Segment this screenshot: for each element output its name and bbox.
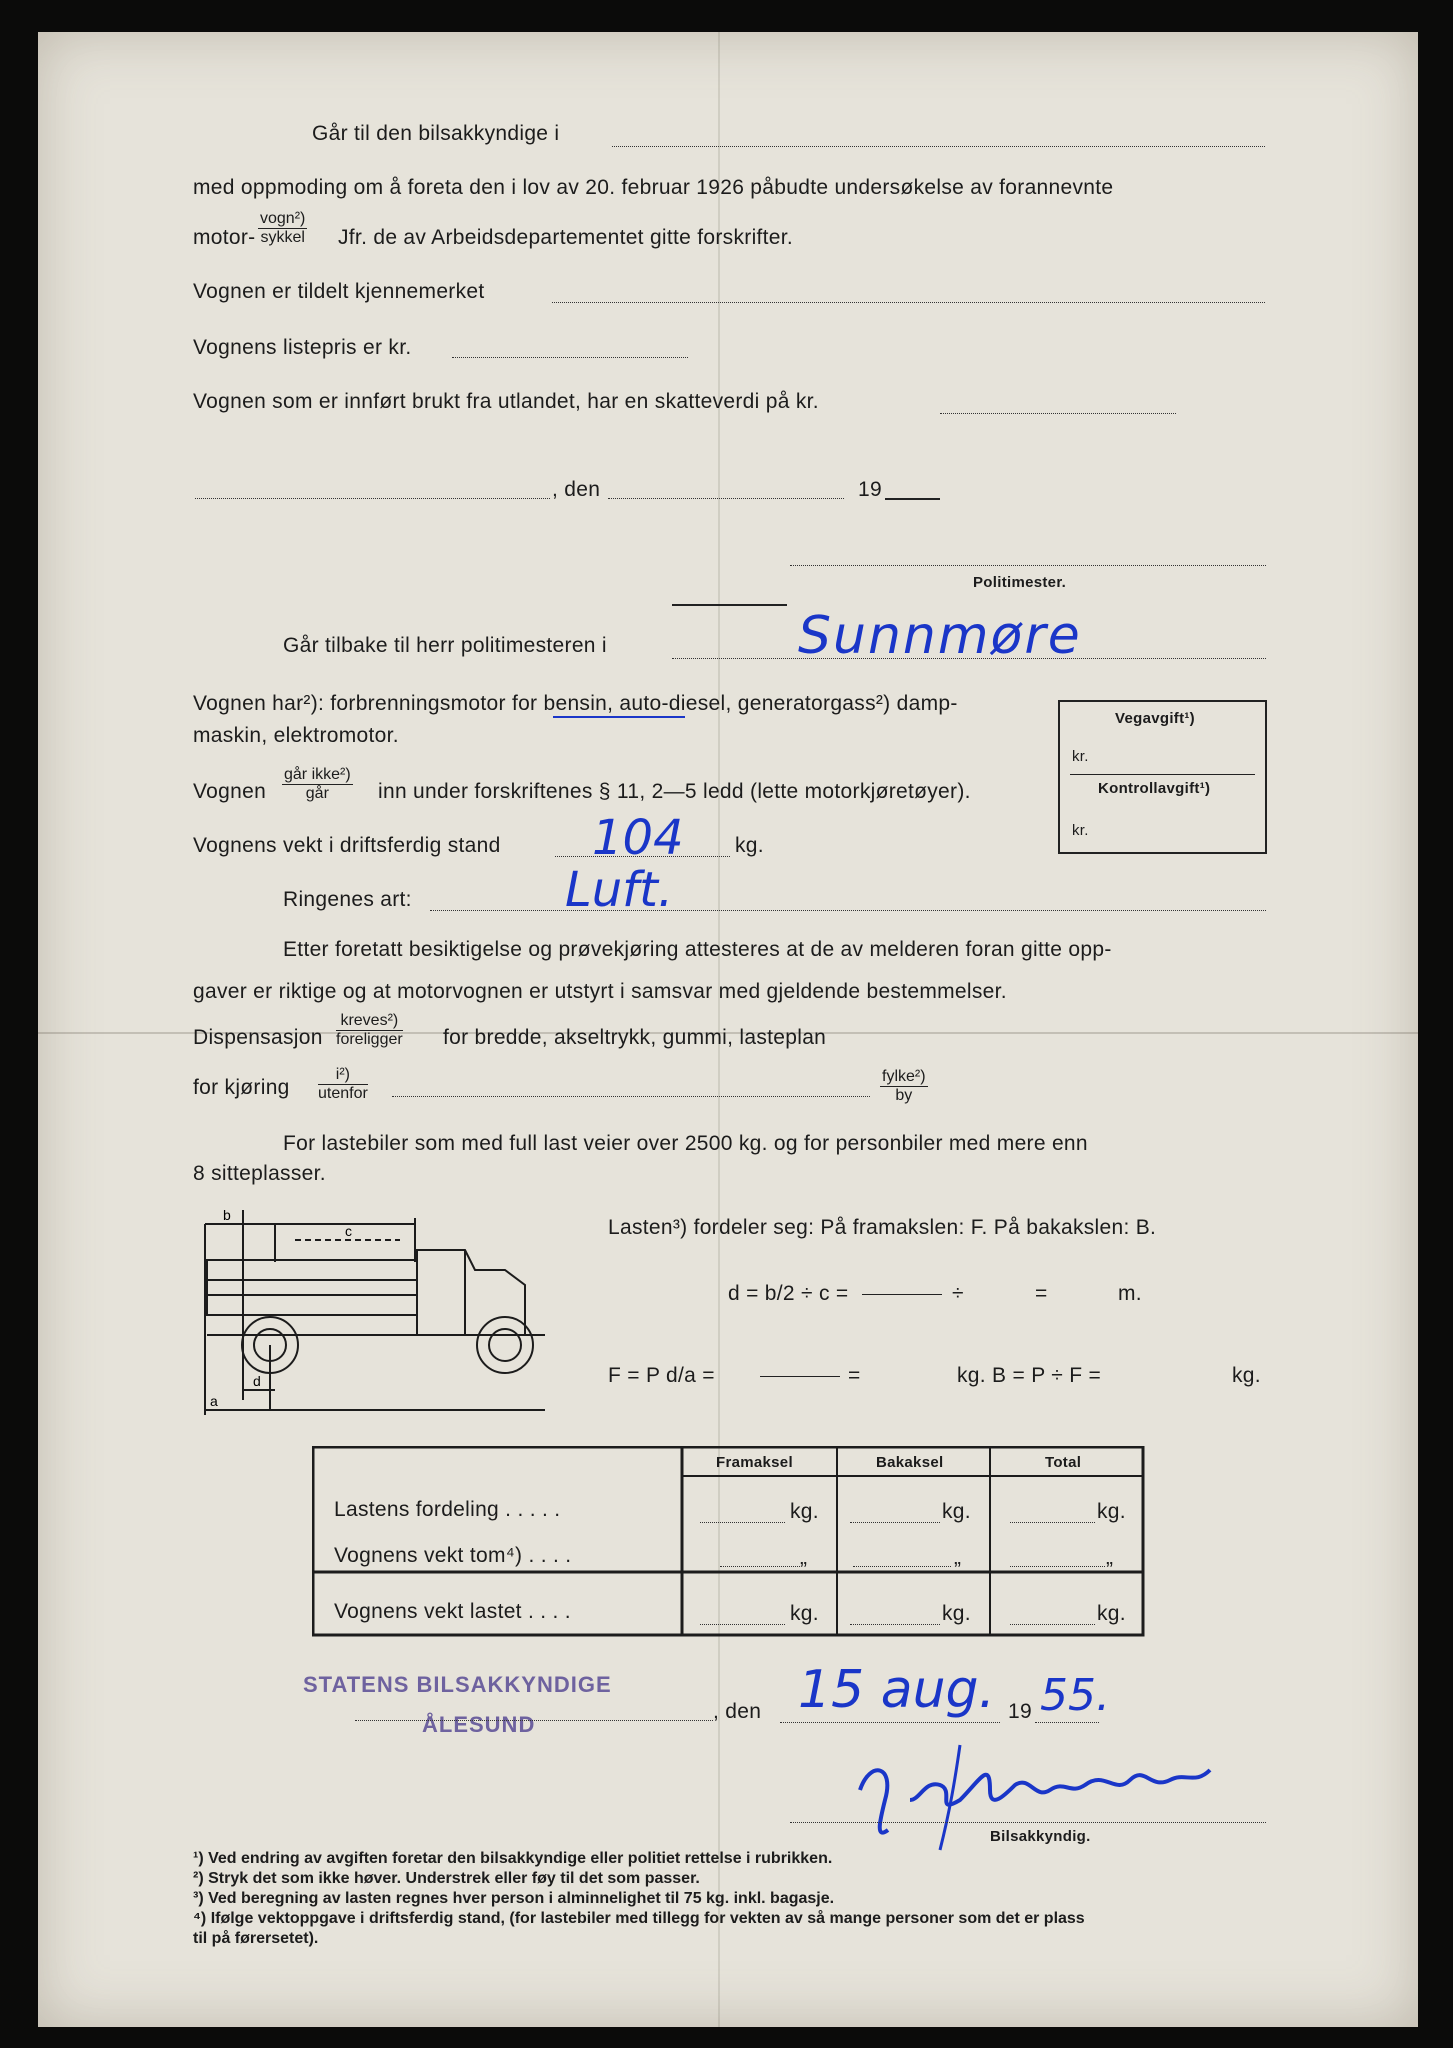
table-cell: kg. bbox=[1097, 1602, 1126, 1625]
fraction-bottom: utenfor bbox=[318, 1085, 368, 1102]
table-cell-line bbox=[1010, 1522, 1095, 1523]
table-cell: kg. bbox=[942, 1500, 971, 1523]
label-dispensasjon: Dispensasjon bbox=[193, 1026, 323, 1049]
table-row-label: Vognens vekt tom⁴) . . . . bbox=[334, 1544, 572, 1567]
formula-kg: kg. bbox=[1232, 1364, 1261, 1387]
fraction-top: vogn²) bbox=[260, 210, 306, 227]
handwritten-sunnmore: Sunnmøre bbox=[798, 606, 1082, 666]
formula-div: ÷ bbox=[952, 1282, 964, 1305]
label-kontrollavgift-kr: kr. bbox=[1072, 822, 1089, 839]
formula-eq: = bbox=[1035, 1282, 1048, 1305]
vegavgift-box bbox=[1058, 700, 1267, 854]
table-cell-line bbox=[850, 1522, 940, 1523]
fraction-bottom: by bbox=[895, 1087, 913, 1104]
diagram-label-b: b bbox=[223, 1210, 231, 1223]
fraction-top: fylke²) bbox=[882, 1068, 926, 1085]
line-forskrifter: inn under forskriftenes § 11, 2—5 ledd (lette motorkjøretøyer). bbox=[378, 780, 971, 803]
fraction-dispensasjon bbox=[336, 1012, 403, 1049]
label-kontrollavgift: Kontrollavgift¹) bbox=[1098, 780, 1211, 797]
formula-d-line bbox=[862, 1294, 942, 1295]
field-listepris bbox=[452, 357, 688, 358]
diagram-label-a: a bbox=[210, 1393, 218, 1409]
label-kjennemerke: Vognen er tildelt kjennemerket bbox=[193, 280, 485, 303]
fraction-fylke bbox=[880, 1068, 928, 1105]
fraction-vogn-sykkel bbox=[258, 210, 307, 247]
table-cell-line bbox=[720, 1566, 800, 1567]
separator bbox=[672, 604, 787, 606]
line-motor-type-2: maskin, elektromotor. bbox=[193, 724, 399, 747]
field-bilsakkyndige bbox=[612, 146, 1265, 147]
footnote-2: ²) Stryk det som ikke høver. Understrek eller føy til det som passer. bbox=[193, 1870, 700, 1887]
fraction-bottom: sykkel bbox=[260, 229, 305, 246]
label-year: 19 bbox=[858, 478, 882, 501]
footnote-4-cont: til på førersetet). bbox=[193, 1930, 319, 1947]
stamp-line-1: STATENS BILSAKKYNDIGE bbox=[303, 1672, 612, 1697]
footnote-4: ⁴) Ifølge vektoppgave i driftsferdig stand, (for lastebiler med tillegg for vekten av så mange personer som det er plass bbox=[193, 1910, 1085, 1927]
table-cell: kg. bbox=[942, 1602, 971, 1625]
table-cell: „ bbox=[954, 1546, 962, 1569]
line-motor-suffix: Jfr. de av Arbeidsdepartementet gitte forskrifter. bbox=[338, 226, 794, 249]
label-tilbake: Går tilbake til herr politimesteren i bbox=[283, 634, 607, 657]
line-oppmoding: med oppmoding om å foreta den i lov av 20. februar 1926 påbudte undersøkelse av forannevnte bbox=[193, 176, 1114, 199]
table-row-label: Vognens vekt lastet . . . . bbox=[334, 1600, 571, 1623]
line-lastebiler-1: For lastebiler som med full last veier over 2500 kg. og for personbiler med mere enn bbox=[283, 1132, 1088, 1155]
handwritten-year: 55. bbox=[1040, 1670, 1110, 1721]
table-cell-line bbox=[1010, 1624, 1095, 1625]
line-lastebiler-2: 8 sitteplasser. bbox=[193, 1162, 326, 1185]
label-politimester: Politimester. bbox=[973, 574, 1067, 591]
diagram-label-c: c bbox=[345, 1223, 352, 1239]
line-attest-2: gaver er riktige og at motorvognen er utstyrt i samsvar med gjeldende bestemmelser. bbox=[193, 980, 1007, 1003]
fraction-kjoring bbox=[318, 1066, 368, 1103]
table-cell: „ bbox=[1106, 1546, 1114, 1569]
formula-d: d = b/2 ÷ c = bbox=[728, 1282, 849, 1305]
table-cell-line bbox=[1010, 1566, 1105, 1567]
table-header-framaksel: Framaksel bbox=[716, 1454, 793, 1471]
field-sted bbox=[355, 1720, 713, 1721]
label-year-2: 19 bbox=[1008, 1700, 1032, 1723]
line-motor-type: Vognen har²): forbrenningsmotor for bensin, auto-diesel, generatorgass²) damp- bbox=[193, 692, 958, 715]
fraction-top: går ikke²) bbox=[284, 766, 351, 783]
line-attest-1: Etter foretatt besiktigelse og prøvekjøring attesteres at de av melderen foran gitte opp- bbox=[283, 938, 1112, 961]
fraction-bottom: foreligger bbox=[336, 1031, 403, 1048]
field-year-2 bbox=[1035, 1722, 1099, 1723]
handwritten-vekt: 104 bbox=[592, 810, 684, 866]
field-politimester-signature bbox=[790, 565, 1266, 566]
field-year bbox=[885, 498, 940, 500]
line-dispensasjon: for bredde, akseltrykk, gummi, lasteplan bbox=[443, 1026, 827, 1049]
field-ringer bbox=[430, 910, 1266, 911]
label-den-2: , den bbox=[713, 1700, 762, 1723]
label-bilsakkyndig: Bilsakkyndig. bbox=[990, 1828, 1091, 1845]
stamp-line-2: ÅLESUND bbox=[422, 1712, 536, 1737]
formula-m: m. bbox=[1118, 1282, 1142, 1305]
field-bilsakkyndig-signature bbox=[790, 1822, 1266, 1823]
fraction-bottom: går bbox=[305, 785, 329, 802]
table-cell: kg. bbox=[1097, 1500, 1126, 1523]
field-date bbox=[608, 498, 844, 499]
label-den: , den bbox=[552, 478, 601, 501]
line-lasten: Lasten³) fordeler seg: På framakslen: F. På bakakslen: B. bbox=[608, 1216, 1157, 1239]
table-row-label: Lastens fordeling . . . . . bbox=[334, 1498, 561, 1521]
table-cell: „ bbox=[800, 1546, 808, 1569]
label-listepris: Vognens listepris er kr. bbox=[193, 336, 412, 359]
label-kjoring: for kjøring bbox=[193, 1076, 290, 1099]
table-cell-line bbox=[700, 1522, 785, 1523]
label-ringer: Ringenes art: bbox=[283, 888, 412, 911]
table-cell-line bbox=[850, 1624, 940, 1625]
field-skatteverdi bbox=[940, 413, 1176, 414]
diagram-label-d: d bbox=[253, 1373, 261, 1389]
footnote-1: ¹) Ved endring av avgiften foretar den bilsakkyndige eller politiet rettelse i rubrikken. bbox=[193, 1850, 833, 1867]
label-vognen: Vognen bbox=[193, 780, 267, 803]
truck-diagram bbox=[195, 1210, 565, 1425]
field-date-2 bbox=[780, 1722, 1000, 1723]
label-skatteverdi: Vognen som er innført brukt fra utlandet, har en skatteverdi på kr. bbox=[193, 390, 819, 413]
table-cell: kg. bbox=[790, 1500, 819, 1523]
line-bilsakkyndige: Går til den bilsakkyndige i bbox=[312, 122, 560, 145]
fraction-gaar bbox=[282, 766, 353, 803]
underline-bensin bbox=[553, 716, 685, 718]
field-kjennemerke bbox=[552, 302, 1265, 303]
formula-B: kg. B = P ÷ F = bbox=[957, 1364, 1102, 1387]
fraction-top: kreves²) bbox=[336, 1012, 403, 1031]
formula-F-line bbox=[760, 1376, 840, 1377]
table-cell-line bbox=[853, 1566, 951, 1567]
handwritten-ringer: Luft. bbox=[565, 862, 674, 918]
line-motor-prefix: motor- bbox=[193, 226, 256, 249]
table-header-bakaksel: Bakaksel bbox=[876, 1454, 944, 1471]
handwritten-date: 15 aug. bbox=[798, 1660, 996, 1720]
field-place bbox=[195, 498, 550, 499]
table-header-total: Total bbox=[1045, 1454, 1082, 1471]
label-kg: kg. bbox=[735, 834, 764, 857]
field-kjoring bbox=[392, 1096, 870, 1097]
table-cell: kg. bbox=[790, 1602, 819, 1625]
label-vegavgift-kr: kr. bbox=[1072, 748, 1089, 765]
table-cell-line bbox=[700, 1624, 785, 1625]
footnote-3: ³) Ved beregning av lasten regnes hver person i alminnelighet til 75 kg. inkl. bagasje. bbox=[193, 1890, 835, 1907]
formula-F: F = P d/a = bbox=[608, 1364, 715, 1387]
fraction-top: i²) bbox=[318, 1066, 368, 1085]
vegavgift-divider bbox=[1070, 774, 1255, 775]
formula-eq2: = bbox=[848, 1364, 861, 1387]
label-vegavgift: Vegavgift¹) bbox=[1115, 710, 1195, 727]
label-vekt: Vognens vekt i driftsferdig stand bbox=[193, 834, 501, 857]
